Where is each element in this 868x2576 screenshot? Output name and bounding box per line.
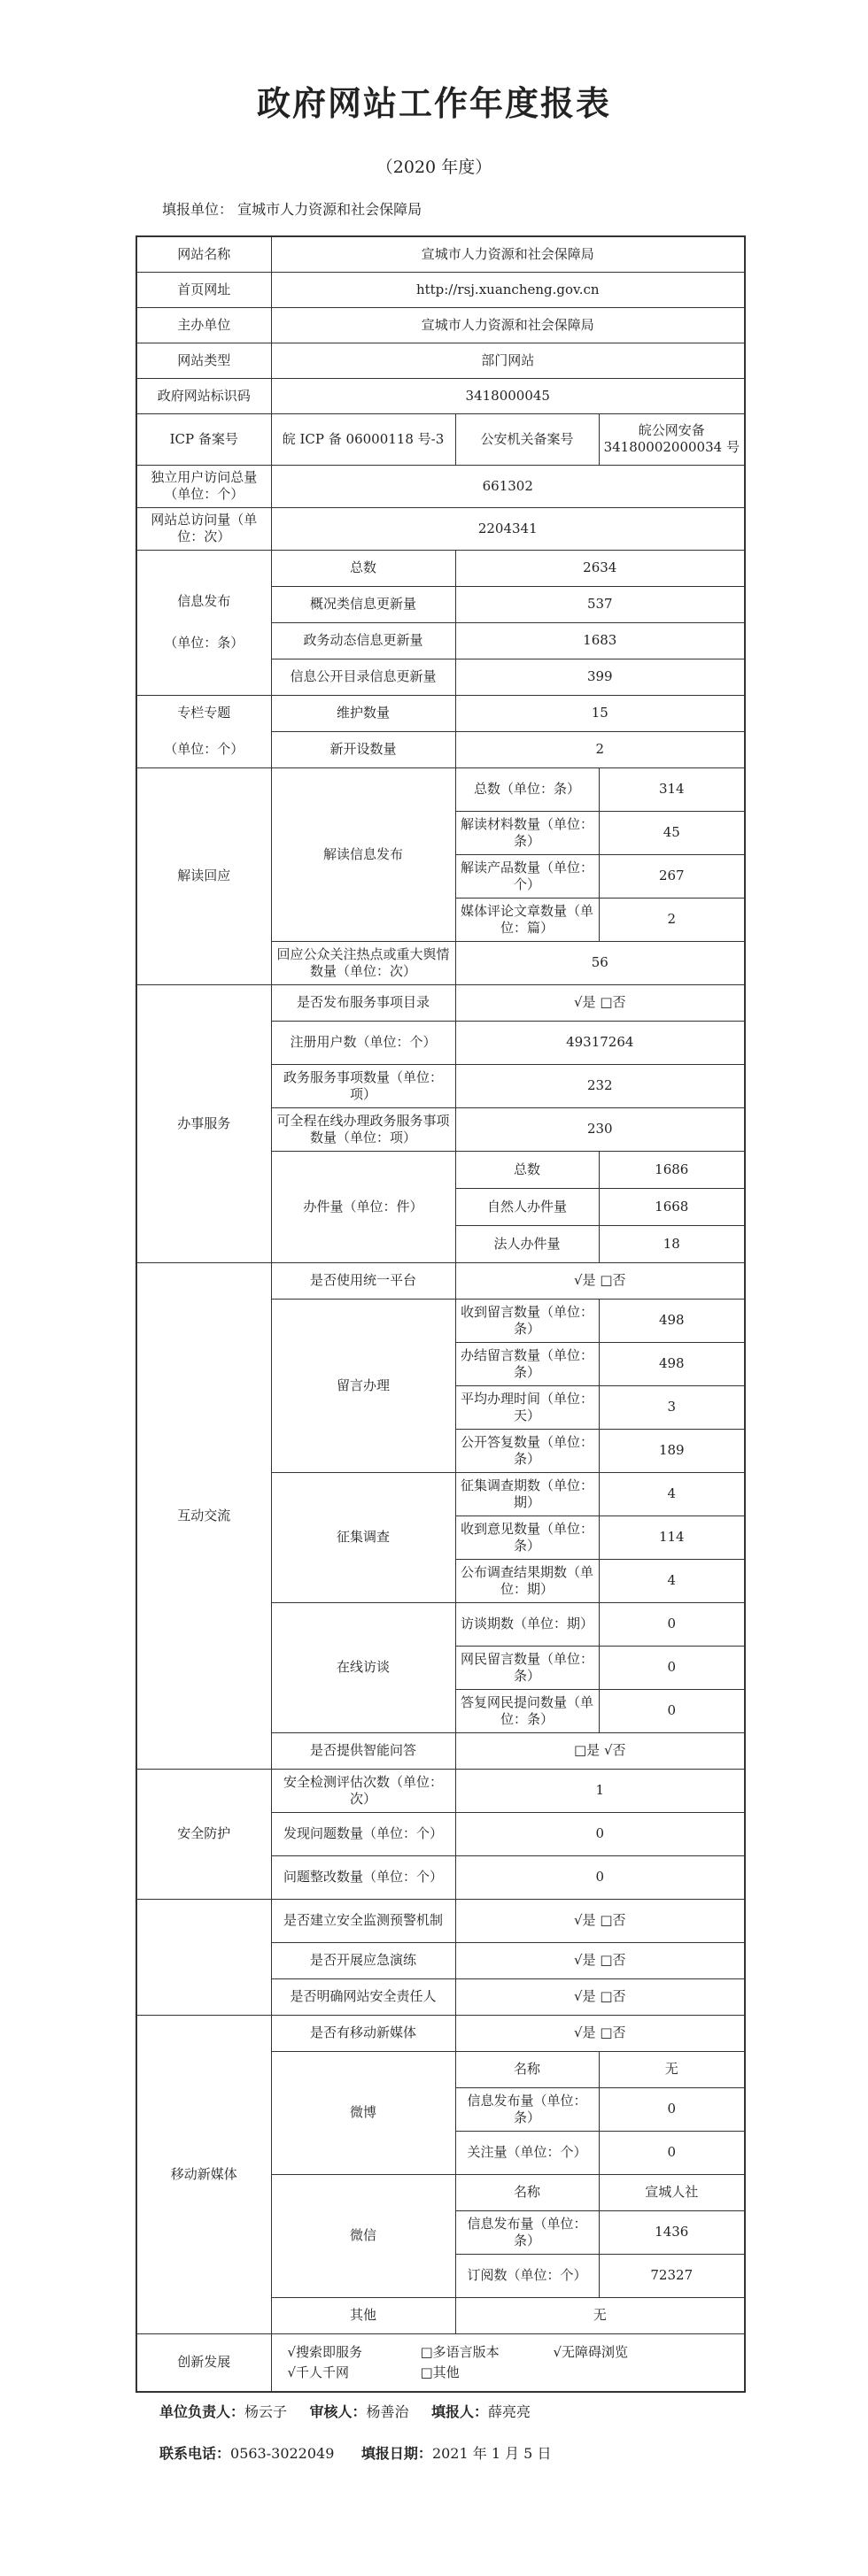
handle-total-value: 1686 [599, 1151, 745, 1188]
column-section-label [136, 695, 271, 767]
service-catalog-label: 是否发布服务事项目录 [271, 984, 455, 1021]
icp-value: 皖 ICP 备 06000118 号-3 [271, 413, 455, 465]
table-row [136, 550, 745, 586]
platform-label: 是否使用统一平台 [271, 1262, 455, 1299]
wechat-post-value: 1436 [599, 2210, 745, 2254]
catalog-label: 信息公开目录信息更新量 [271, 659, 455, 695]
catalog-value: 399 [455, 659, 745, 695]
found-label: 发现问题数量（单位：个） [271, 1812, 455, 1855]
new-column-label: 新开设数量 [271, 731, 455, 767]
site-code-label: 政府网站标识码 [136, 378, 271, 413]
wechat-name-value: 宣城人社 [599, 2174, 745, 2210]
table-row [136, 2015, 745, 2051]
security-blank-cell [136, 1899, 271, 2015]
respond-label: 回应公众关注热点或重大舆情数量（单位：次） [271, 941, 455, 984]
handle-label: 办件量（单位：件） [271, 1151, 455, 1262]
interpret-total-value: 314 [599, 767, 745, 811]
fixed-label: 问题整改数量（单位：个） [271, 1855, 455, 1899]
info-total-label: 总数 [271, 550, 455, 586]
date-label: 填报日期： [360, 2445, 432, 2462]
handle-total-label: 总数 [455, 1151, 599, 1188]
table-row [136, 1899, 745, 1942]
media-article-value: 2 [599, 898, 745, 941]
has-media-label: 是否有移动新媒体 [271, 2015, 455, 2051]
handle-legal-label: 法人办件量 [455, 1225, 599, 1262]
wechat-sub-value: 72327 [599, 2254, 745, 2297]
handle-person-label: 自然人办件量 [455, 1188, 599, 1225]
wechat-label: 微信 [271, 2174, 455, 2297]
service-label: 办事服务 [136, 984, 271, 1262]
table-row [136, 507, 745, 550]
platform-value: √是 □否 [455, 1262, 745, 1299]
material-label: 解读材料数量（单位：条） [455, 811, 599, 854]
phone-label: 联系电话： [159, 2445, 231, 2462]
found-value: 0 [455, 1812, 745, 1855]
respond-value: 56 [455, 941, 745, 984]
wechat-name-label: 名称 [455, 2174, 599, 2210]
site-type-value: 部门网站 [271, 343, 745, 378]
leader-value: 杨云子 [244, 2403, 288, 2420]
leader-label: 单位负责人： [159, 2403, 245, 2420]
filler-label: 填报人： [430, 2403, 488, 2420]
news-label: 政务动态信息更新量 [271, 622, 455, 659]
survey-count-value: 4 [599, 1472, 745, 1516]
service-catalog-value: √是 □否 [455, 984, 745, 1021]
site-type-label: 网站类型 [136, 343, 271, 378]
uv-label: 独立用户访问总量（单位：个） [136, 465, 271, 507]
media-label: 移动新媒体 [136, 2015, 271, 2333]
pv-value: 2204341 [271, 507, 745, 550]
smart-qa-label: 是否提供智能问答 [271, 1732, 455, 1769]
interview-answer-value: 0 [599, 1689, 745, 1732]
warn-label: 是否建立安全监测预警机制 [271, 1899, 455, 1942]
done-label: 办结留言数量（单位：条） [455, 1342, 599, 1385]
table-row [136, 343, 745, 378]
responsible-value: √是 □否 [455, 1978, 745, 2015]
phone-value: 0563-3022049 [230, 2445, 335, 2462]
check-label: 安全检测评估次数（单位：次） [271, 1769, 455, 1812]
pv-label: 网站总访问量（单位：次） [136, 507, 271, 550]
maintain-label: 维护数量 [271, 695, 455, 731]
opinion-value: 114 [599, 1516, 745, 1559]
pub-value: 189 [599, 1429, 745, 1472]
homepage-label: 首页网址 [136, 272, 271, 307]
interview-count-label: 访谈期数（单位：期） [455, 1602, 599, 1646]
users-label: 注册用户数（单位：个） [271, 1021, 455, 1064]
table-row [136, 307, 745, 343]
interpret-label: 解读回应 [136, 767, 271, 984]
interpret-sub-label: 解读信息发布 [271, 767, 455, 941]
security-label: 安全防护 [136, 1769, 271, 1899]
info-section-label [136, 550, 271, 695]
responsible-label: 是否明确网站安全责任人 [271, 1978, 455, 2015]
has-media-value: √是 □否 [455, 2015, 745, 2051]
table-row [136, 1262, 745, 1299]
product-value: 267 [599, 854, 745, 898]
column-unit: （单位：个） [164, 741, 244, 757]
interact-label: 互动交流 [136, 1262, 271, 1769]
recv-label: 收到留言数量（单位：条） [455, 1299, 599, 1342]
opinion-label: 收到意见数量（单位：条） [455, 1516, 599, 1559]
done-value: 498 [599, 1342, 745, 1385]
info-label: 信息发布 [177, 593, 231, 609]
table-row [136, 2333, 745, 2392]
uv-value: 661302 [271, 465, 745, 507]
online-value: 230 [455, 1107, 745, 1151]
psb-label: 公安机关备案号 [455, 413, 599, 465]
other-media-label: 其他 [271, 2297, 455, 2333]
interpret-total-label: 总数（单位：条） [455, 767, 599, 811]
msg-label: 留言办理 [271, 1299, 455, 1472]
report-year: （2020 年度） [376, 158, 492, 177]
result-value: 4 [599, 1559, 745, 1602]
pub-label: 公开答复数量（单位：条） [455, 1429, 599, 1472]
option-multilang: □多语言版本 [420, 2343, 500, 2360]
table-row [136, 272, 745, 307]
weibo-label: 微博 [271, 2051, 455, 2174]
interview-msg-value: 0 [599, 1646, 745, 1689]
site-name-value: 宣城市人力资源和社会保障局 [271, 236, 745, 272]
table-row [136, 1769, 745, 1812]
wechat-sub-label: 订阅数（单位：个） [455, 2254, 599, 2297]
table-row [136, 236, 745, 272]
drill-value: √是 □否 [455, 1942, 745, 1978]
weibo-fans-label: 关注量（单位：个） [455, 2131, 599, 2174]
column-label: 专栏专题 [177, 705, 231, 721]
interview-label: 在线访谈 [271, 1602, 455, 1732]
handle-legal-value: 18 [599, 1225, 745, 1262]
table-row [136, 413, 745, 465]
weibo-name-label: 名称 [455, 2051, 599, 2087]
option-other: □其他 [420, 2364, 460, 2380]
footer-line-2 [159, 2442, 551, 2463]
overview-value: 537 [455, 586, 745, 622]
items-value: 232 [455, 1064, 745, 1107]
report-table [136, 235, 746, 2393]
survey-count-label: 征集调查期数（单位：期） [455, 1472, 599, 1516]
info-total-value: 2634 [455, 550, 745, 586]
interview-answer-label: 答复网民提问数量（单位：条） [455, 1689, 599, 1732]
drill-label: 是否开展应急演练 [271, 1942, 455, 1978]
host-value: 宣城市人力资源和社会保障局 [271, 307, 745, 343]
option-accessible: √无障碍浏览 [553, 2343, 629, 2360]
result-label: 公布调查结果期数（单位：期） [455, 1559, 599, 1602]
material-value: 45 [599, 811, 745, 854]
new-column-value: 2 [455, 731, 745, 767]
items-label: 政务服务事项数量（单位：项） [271, 1064, 455, 1107]
page-title: 政府网站工作年度报表 [256, 83, 611, 123]
filler-value: 薛亮亮 [487, 2403, 531, 2420]
online-label: 可全程在线办理政务服务事项数量（单位：项） [271, 1107, 455, 1151]
innovation-options [271, 2333, 745, 2392]
interview-msg-label: 网民留言数量（单位：条） [455, 1646, 599, 1689]
icp-label: ICP 备案号 [136, 413, 271, 465]
avg-value: 3 [599, 1385, 745, 1429]
users-value: 49317264 [455, 1021, 745, 1064]
table-row [136, 465, 745, 507]
check-value: 1 [455, 1769, 745, 1812]
media-article-label: 媒体评论文章数量（单位：篇） [455, 898, 599, 941]
wechat-post-label: 信息发布量（单位：条） [455, 2210, 599, 2254]
psb-value: 皖公网安备 34180002000034 号 [599, 413, 745, 465]
table-row [136, 984, 745, 1021]
info-unit: （单位：条） [164, 635, 244, 651]
innovation-label: 创新发展 [136, 2333, 271, 2392]
homepage-value: http://rsj.xuancheng.gov.cn [271, 272, 745, 307]
footer-line-1 [159, 2401, 531, 2421]
option-personalized: √千人千网 [287, 2364, 350, 2380]
date-value: 2021 年 1 月 5 日 [431, 2445, 552, 2462]
interview-count-value: 0 [599, 1602, 745, 1646]
warn-value: √是 □否 [455, 1899, 745, 1942]
product-label: 解读产品数量（单位：个） [455, 854, 599, 898]
news-value: 1683 [455, 622, 745, 659]
host-label: 主办单位 [136, 307, 271, 343]
other-media-value: 无 [455, 2297, 745, 2333]
site-code-value: 3418000045 [271, 378, 745, 413]
table-row [136, 695, 745, 731]
filler-unit: 填报单位： 宣城市人力资源和社会保障局 [162, 201, 422, 218]
auditor-label: 审核人： [309, 2403, 367, 2420]
auditor-value: 杨善治 [366, 2403, 409, 2420]
avg-label: 平均办理时间（单位：天） [455, 1385, 599, 1429]
handle-person-value: 1668 [599, 1188, 745, 1225]
weibo-post-value: 0 [599, 2087, 745, 2131]
survey-label: 征集调查 [271, 1472, 455, 1602]
site-name-label: 网站名称 [136, 236, 271, 272]
smart-qa-value: □是 √否 [455, 1732, 745, 1769]
weibo-name-value: 无 [599, 2051, 745, 2087]
recv-value: 498 [599, 1299, 745, 1342]
table-row [136, 378, 745, 413]
overview-label: 概况类信息更新量 [271, 586, 455, 622]
weibo-fans-value: 0 [599, 2131, 745, 2174]
fixed-value: 0 [455, 1855, 745, 1899]
maintain-value: 15 [455, 695, 745, 731]
option-search-service: √搜索即服务 [287, 2343, 363, 2360]
weibo-post-label: 信息发布量（单位：条） [455, 2087, 599, 2131]
table-row [136, 767, 745, 811]
